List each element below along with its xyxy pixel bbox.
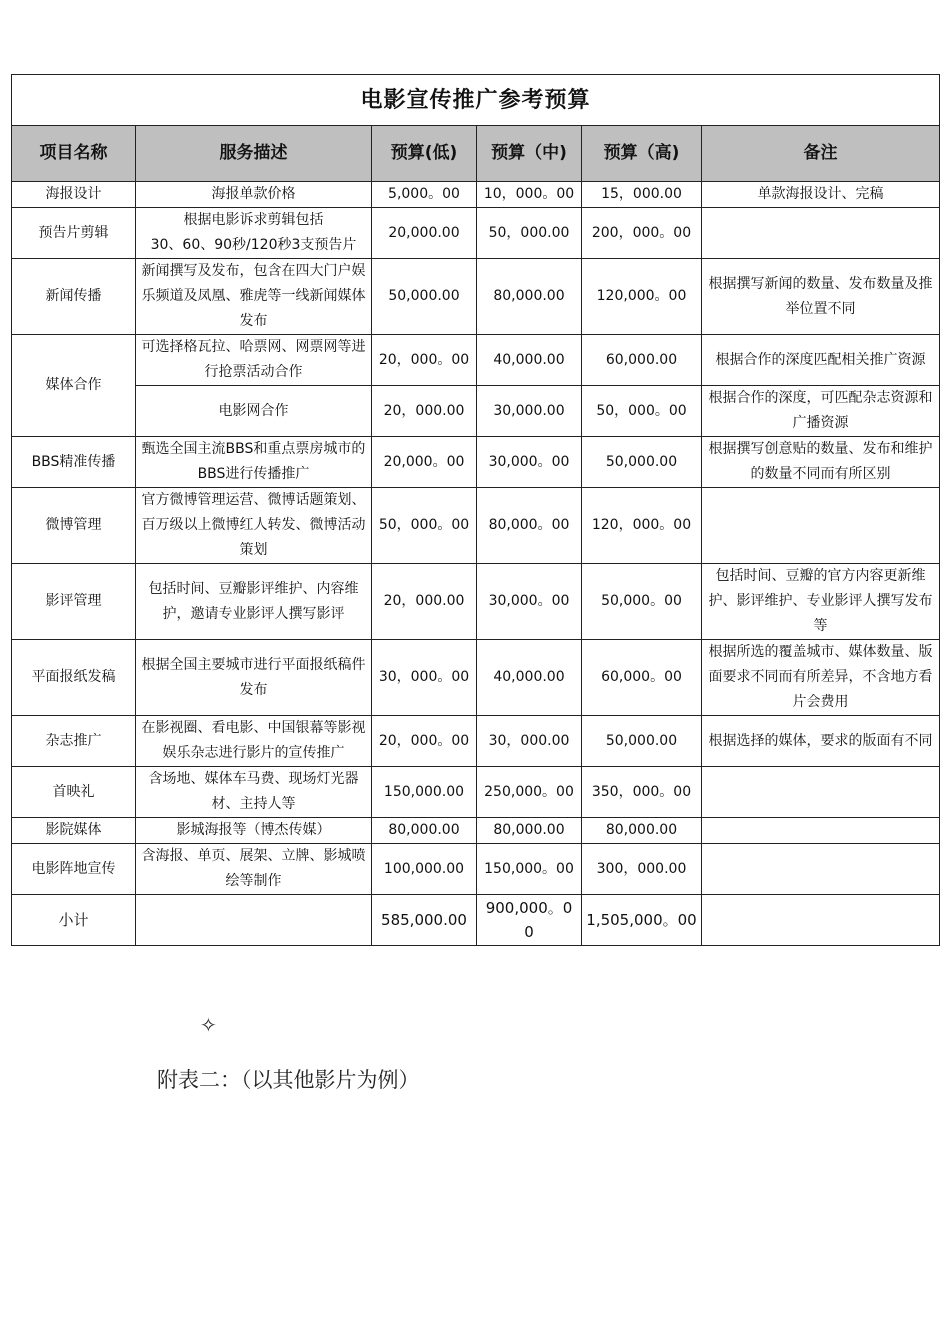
- row-low: 100,000.00: [372, 844, 477, 895]
- row-high: 50，000。00: [582, 386, 702, 437]
- row-low: 5,000。00: [372, 182, 477, 208]
- row-note: [702, 488, 940, 564]
- row-low: 50,000.00: [372, 259, 477, 335]
- row-desc: 包括时间、豆瓣影评维护、内容维护，邀请专业影评人撰写影评: [136, 564, 372, 640]
- row-name: 预告片剪辑: [12, 208, 136, 259]
- header-name: 项目名称: [12, 126, 136, 182]
- row-desc: 影城海报等（博杰传媒）: [136, 818, 372, 844]
- row-high: 120，000。00: [582, 488, 702, 564]
- total-row: [12, 895, 940, 946]
- row-high: 15，000.00: [582, 182, 702, 208]
- row-desc: 海报单款价格: [136, 182, 372, 208]
- table-row: [12, 182, 940, 208]
- table-title: 电影宣传推广参考预算: [12, 75, 940, 126]
- total-high: 1,505,000。00: [582, 895, 702, 946]
- row-high: 60,000。00: [582, 640, 702, 716]
- row-high: 120,000。00: [582, 259, 702, 335]
- row-low: 150,000.00: [372, 767, 477, 818]
- row-desc: 含海报、单页、展架、立牌、影城喷绘等制作: [136, 844, 372, 895]
- row-desc: 含场地、媒体车马费、现场灯光器材、主持人等: [136, 767, 372, 818]
- row-name: 新闻传播: [12, 259, 136, 335]
- table-row: [12, 208, 940, 259]
- header-note: 备注: [702, 126, 940, 182]
- sparkle-icon: ✧: [200, 1013, 217, 1037]
- header-desc: 服务描述: [136, 126, 372, 182]
- row-note: [702, 818, 940, 844]
- row-high: 50,000。00: [582, 564, 702, 640]
- table-row: [12, 716, 940, 767]
- row-desc: 在影视圈、看电影、中国银幕等影视娱乐杂志进行影片的宣传推广: [136, 716, 372, 767]
- row-low: 20，000.00: [372, 386, 477, 437]
- row-mid: 30,000。00: [477, 437, 582, 488]
- row-note: [702, 844, 940, 895]
- header-low: 预算(低): [372, 126, 477, 182]
- table-row: [12, 818, 940, 844]
- title-row: [12, 75, 940, 126]
- row-low: 20,000。00: [372, 437, 477, 488]
- row-mid: 30,000.00: [477, 386, 582, 437]
- row-high: 300，000.00: [582, 844, 702, 895]
- row-name: 影院媒体: [12, 818, 136, 844]
- table-row: [12, 259, 940, 335]
- row-high: 200，000。00: [582, 208, 702, 259]
- total-note: [702, 895, 940, 946]
- row-mid: 40,000.00: [477, 640, 582, 716]
- row-name: 平面报纸发稿: [12, 640, 136, 716]
- row-note: 根据合作的深度，可匹配杂志资源和广播资源: [702, 386, 940, 437]
- table-row: [12, 386, 940, 437]
- row-high: 60,000.00: [582, 335, 702, 386]
- table-row: [12, 335, 940, 386]
- row-mid: 80,000。00: [477, 488, 582, 564]
- table-row: [12, 844, 940, 895]
- row-desc: 可选择格瓦拉、哈票网、网票网等进行抢票活动合作: [136, 335, 372, 386]
- row-low: 80,000.00: [372, 818, 477, 844]
- row-low: 20，000。00: [372, 335, 477, 386]
- row-desc: 甄选全国主流BBS和重点票房城市的BBS进行传播推广: [136, 437, 372, 488]
- row-desc: 根据全国主要城市进行平面报纸稿件发布: [136, 640, 372, 716]
- row-note: 单款海报设计、完稿: [702, 182, 940, 208]
- total-desc: [136, 895, 372, 946]
- row-note: 根据撰写创意贴的数量、发布和维护的数量不同而有所区别: [702, 437, 940, 488]
- row-mid: 250,000。00: [477, 767, 582, 818]
- row-note: 根据选择的媒体，要求的版面有不同: [702, 716, 940, 767]
- row-desc: 官方微博管理运营、微博话题策划、百万级以上微博红人转发、微博活动策划: [136, 488, 372, 564]
- header-mid: 预算（中): [477, 126, 582, 182]
- row-note: 包括时间、豆瓣的官方内容更新维护、影评维护、专业影评人撰写发布等: [702, 564, 940, 640]
- table-row: [12, 640, 940, 716]
- row-mid: 30，000.00: [477, 716, 582, 767]
- row-desc: 新闻撰写及发布，包含在四大门户娱乐频道及凤凰、雅虎等一线新闻媒体发布: [136, 259, 372, 335]
- row-name: 微博管理: [12, 488, 136, 564]
- row-mid: 150,000。00: [477, 844, 582, 895]
- row-high: 50,000.00: [582, 716, 702, 767]
- row-name: 媒体合作: [12, 335, 136, 437]
- row-name: 杂志推广: [12, 716, 136, 767]
- row-note: 根据所选的覆盖城市、媒体数量、版面要求不同而有所差异，不含地方看片会费用: [702, 640, 940, 716]
- row-mid: 40,000.00: [477, 335, 582, 386]
- row-mid: 10，000。00: [477, 182, 582, 208]
- row-name: 海报设计: [12, 182, 136, 208]
- total-mid: 900,000。00: [477, 895, 582, 946]
- row-high: 50,000.00: [582, 437, 702, 488]
- row-desc: 根据电影诉求剪辑包括 30、60、90秒/120秒3支预告片: [136, 208, 372, 259]
- header-row: [12, 126, 940, 182]
- table-row: [12, 767, 940, 818]
- row-name: BBS精准传播: [12, 437, 136, 488]
- row-high: 350，000。00: [582, 767, 702, 818]
- row-low: 20，000。00: [372, 716, 477, 767]
- row-name: 影评管理: [12, 564, 136, 640]
- appendix-caption: 附表二：（以其他影片为例）: [157, 1068, 420, 1092]
- row-note: [702, 767, 940, 818]
- table-row: [12, 437, 940, 488]
- row-note: 根据合作的深度匹配相关推广资源: [702, 335, 940, 386]
- row-low: 30，000。00: [372, 640, 477, 716]
- row-mid: 50，000.00: [477, 208, 582, 259]
- row-note: [702, 208, 940, 259]
- row-mid: 80,000.00: [477, 259, 582, 335]
- total-label: 小计: [12, 895, 136, 946]
- row-high: 80,000.00: [582, 818, 702, 844]
- table-row: [12, 488, 940, 564]
- row-mid: 80,000.00: [477, 818, 582, 844]
- budget-table: [11, 74, 940, 946]
- row-low: 20,000.00: [372, 208, 477, 259]
- row-mid: 30,000。00: [477, 564, 582, 640]
- row-desc: 电影网合作: [136, 386, 372, 437]
- row-name: 首映礼: [12, 767, 136, 818]
- total-low: 585,000.00: [372, 895, 477, 946]
- table-row: [12, 564, 940, 640]
- row-name: 电影阵地宣传: [12, 844, 136, 895]
- row-note: 根据撰写新闻的数量、发布数量及推举位置不同: [702, 259, 940, 335]
- row-low: 20，000.00: [372, 564, 477, 640]
- row-low: 50，000。00: [372, 488, 477, 564]
- header-high: 预算（高): [582, 126, 702, 182]
